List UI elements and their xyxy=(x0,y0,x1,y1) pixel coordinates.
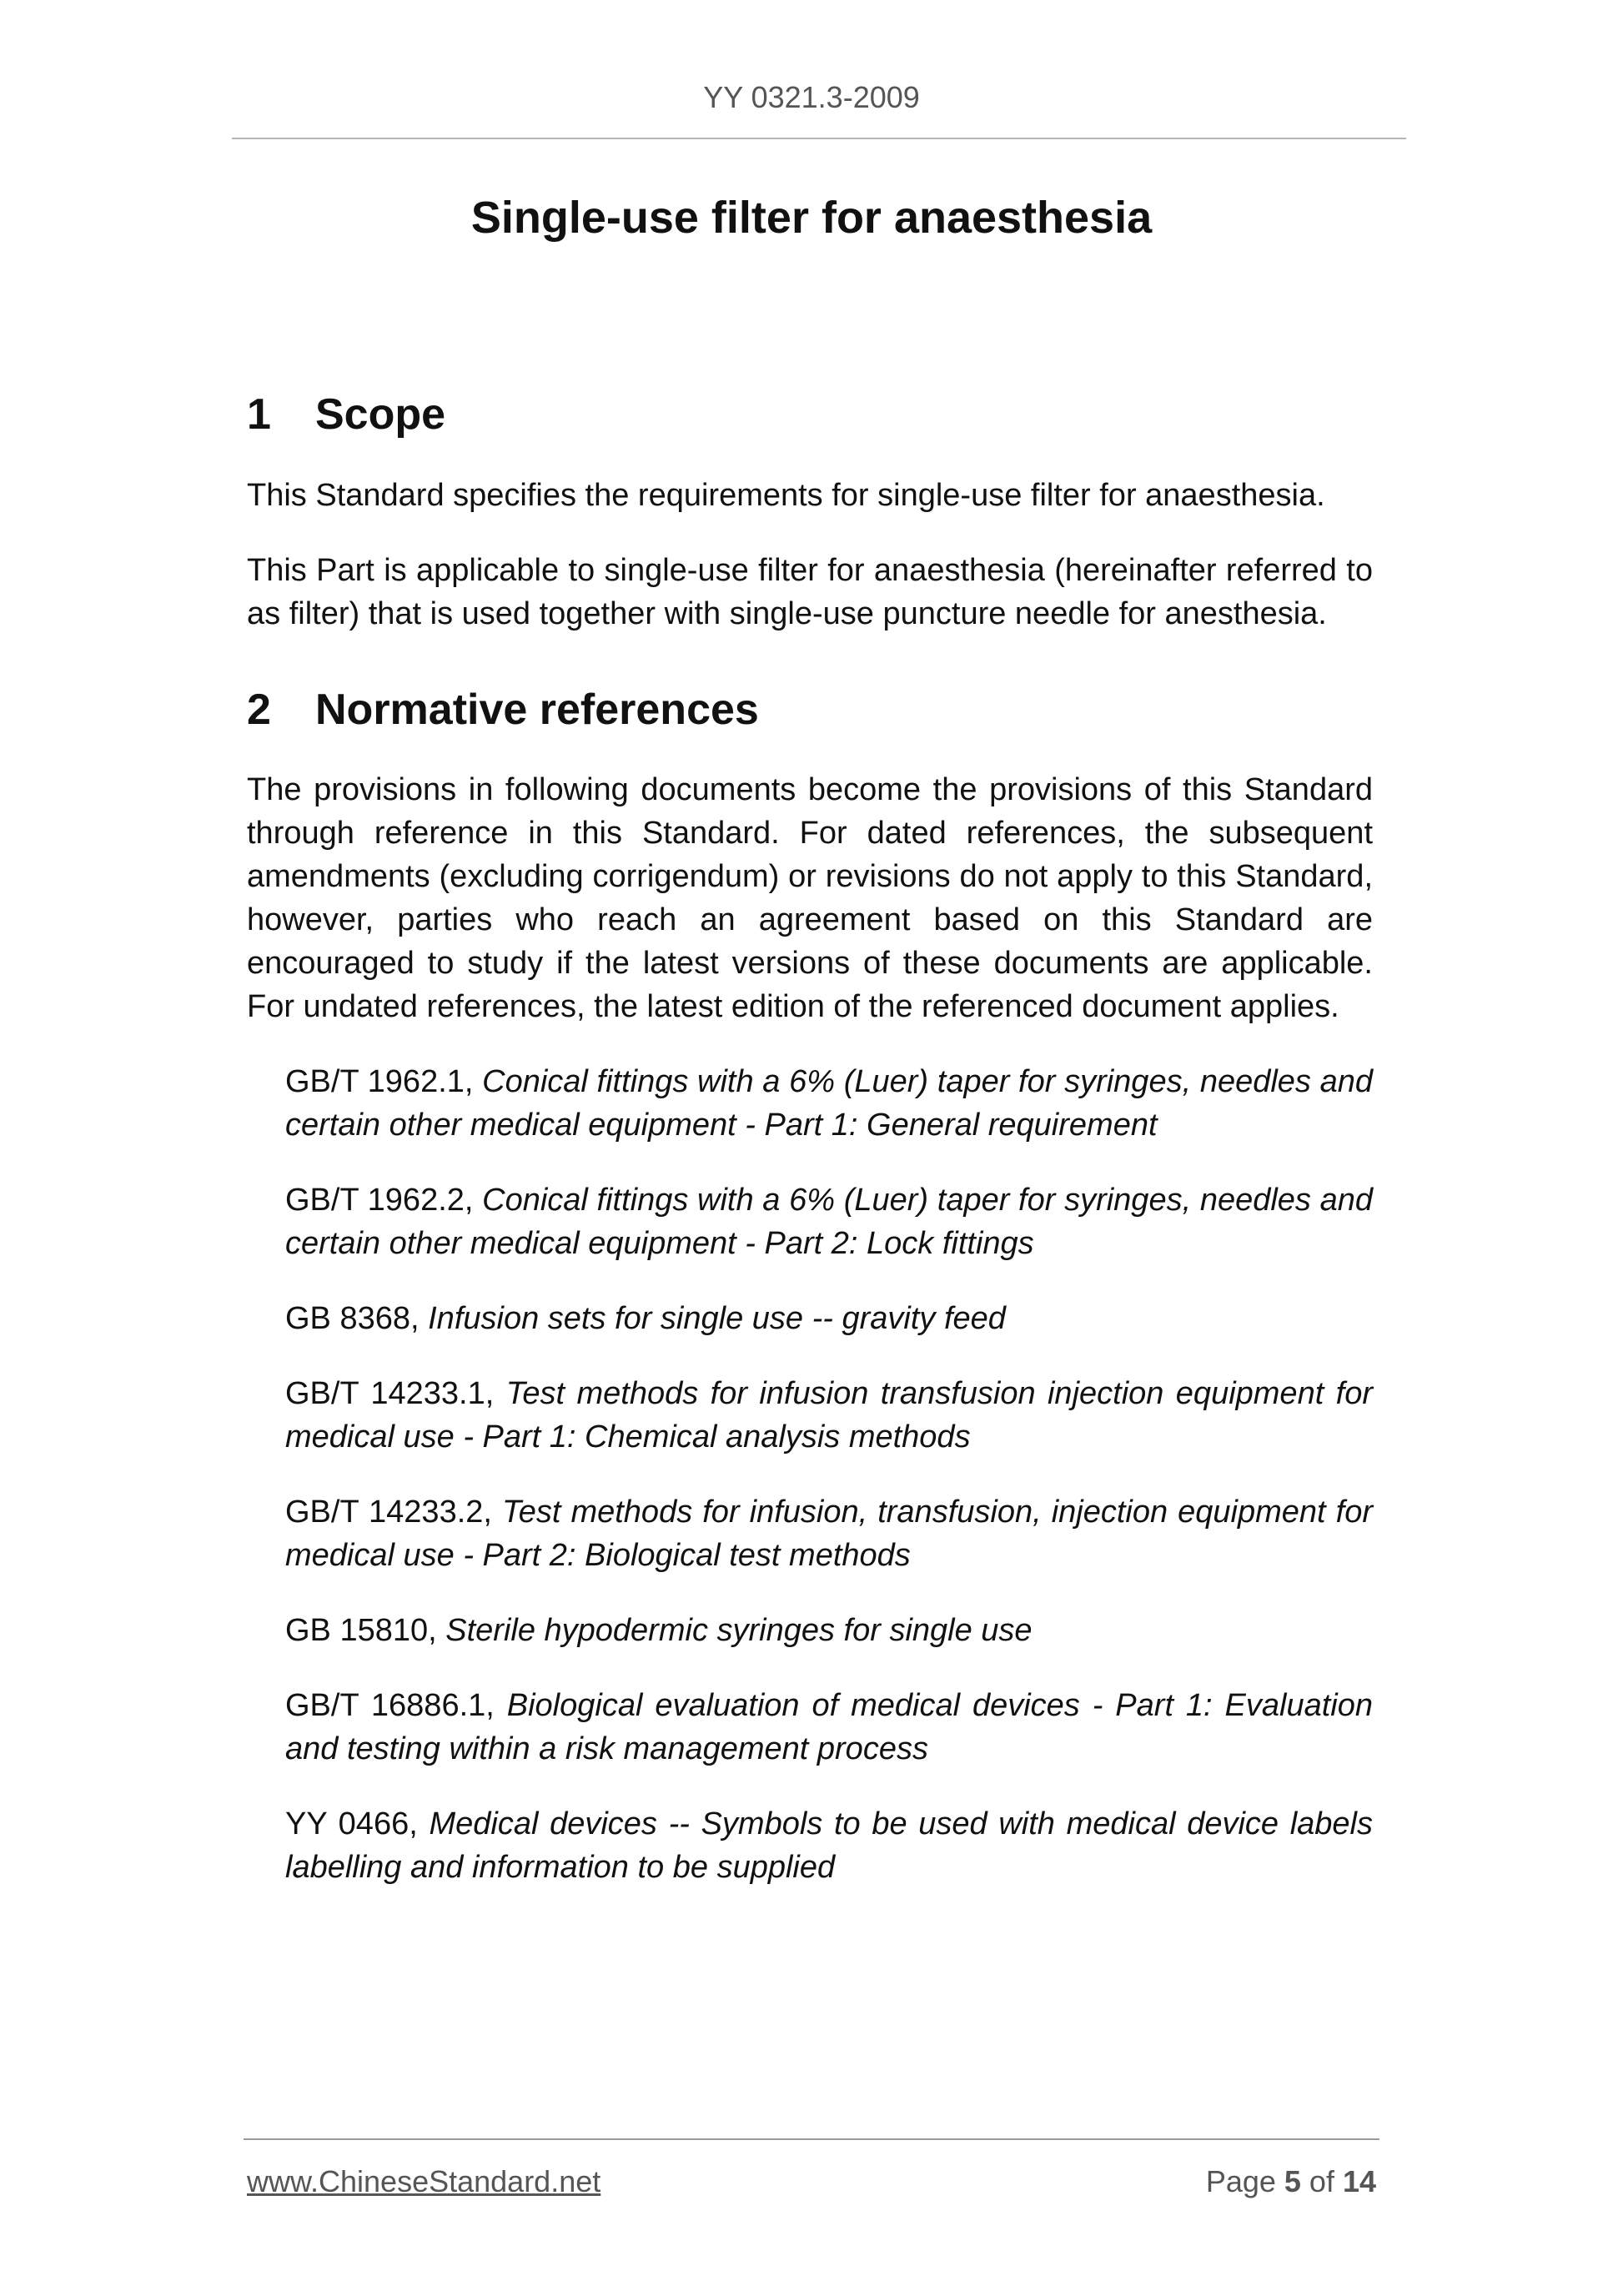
section-number: 1 xyxy=(247,390,271,439)
section-title: Normative references xyxy=(315,686,759,735)
reference-item xyxy=(285,1802,1373,1889)
section-number: 2 xyxy=(247,686,271,735)
reference-title: Medical devices -- Symbols to be used with medical device labels labelling and information to be supplied xyxy=(285,1806,1373,1885)
reference-title: Conical fittings with a 6% (Luer) taper for syringes, needles and certain other medical equipment - Part 1: General requirement xyxy=(285,1063,1374,1143)
reference-item xyxy=(285,1609,1373,1652)
document-body xyxy=(247,389,1373,1921)
reference-item xyxy=(285,1372,1373,1459)
scope-paragraph-2: This Part is applicable to single-use filter for anaesthesia (hereinafter referred to as filter) that is used together with single-use puncture needle for anesthesia. xyxy=(247,553,1373,632)
header-divider xyxy=(232,138,1406,139)
section-heading-normative-references xyxy=(247,684,1373,736)
section-title: Scope xyxy=(315,390,446,439)
normative-intro-paragraph: The provisions in following documents become the provisions of this Standard through reference in this Standard. For dated references, the subsequent amendments (excluding corrigendum) or revisions do not apply to this Standard, however, parties who reach an agreement based on this Standard are encouraged to study if the latest versions of these documents are applicable. For undated references, the latest edition of the referenced document applies. xyxy=(247,771,1373,1024)
reference-item xyxy=(285,1178,1373,1265)
reference-title: Infusion sets for single use -- gravity feed xyxy=(428,1300,1006,1336)
page-current: 5 xyxy=(1284,2164,1301,2198)
reference-code: GB/T 1962.1, xyxy=(285,1063,483,1099)
reference-item xyxy=(285,1490,1373,1577)
reference-item xyxy=(285,1060,1373,1147)
reference-code: GB 8368, xyxy=(285,1300,429,1336)
reference-title: Test methods for infusion, transfusion, injection equipment for medical use - Part 2: Biological test methods xyxy=(285,1494,1373,1573)
section-heading-scope xyxy=(247,389,1373,440)
header-standard-code: YY 0321.3-2009 xyxy=(703,80,920,114)
reference-list xyxy=(247,1060,1373,1889)
page-of: of xyxy=(1300,2164,1343,2198)
footer-divider xyxy=(244,2138,1379,2140)
reference-code: YY 0466, xyxy=(285,1806,430,1841)
page-prefix: Page xyxy=(1205,2164,1284,2198)
reference-item xyxy=(285,1684,1373,1771)
reference-code: GB/T 1962.2, xyxy=(285,1182,483,1218)
reference-title: Conical fittings with a 6% (Luer) taper for syringes, needles and certain other medical equipment - Part 2: Lock fittings xyxy=(285,1182,1374,1261)
footer-page-number xyxy=(1206,2164,1376,2199)
reference-title: Test methods for infusion transfusion injection equipment for medical use - Part 1: Chemical analysis methods xyxy=(285,1375,1373,1454)
reference-title: Biological evaluation of medical devices - Part 1: Evaluation and testing within a risk management process xyxy=(285,1687,1373,1766)
reference-code: GB 15810, xyxy=(285,1612,446,1648)
document-title: Single-use filter for anaesthesia xyxy=(470,193,1153,243)
reference-code: GB/T 16886.1, xyxy=(285,1687,507,1723)
reference-code: GB/T 14233.2, xyxy=(285,1494,502,1530)
scope-paragraph-1: This Standard specifies the requirements for single-use filter for anaesthesia. xyxy=(247,478,1325,514)
reference-title: Sterile hypodermic syringes for single use xyxy=(445,1612,1033,1648)
page-total: 14 xyxy=(1342,2164,1376,2198)
reference-item xyxy=(285,1297,1373,1340)
footer-website-link[interactable]: www.ChineseStandard.net xyxy=(247,2164,601,2198)
reference-code: GB/T 14233.1, xyxy=(285,1375,506,1411)
